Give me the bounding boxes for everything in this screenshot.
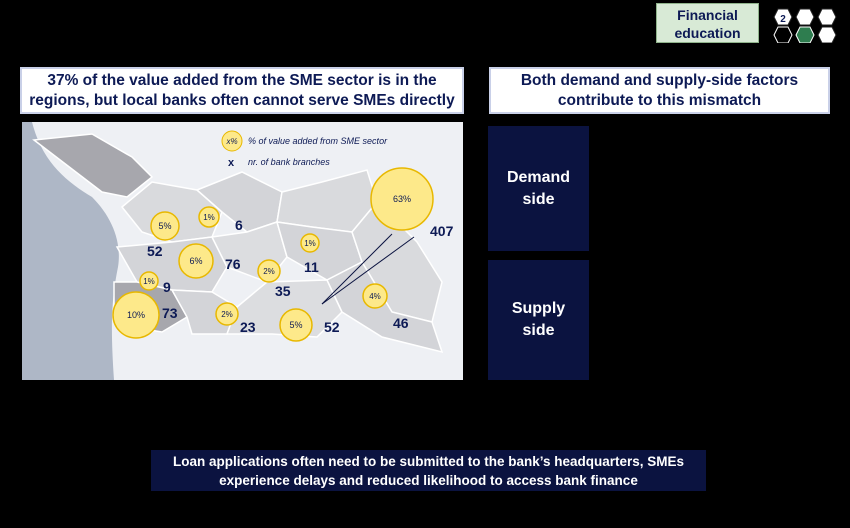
branches-52-south: 52 — [324, 319, 340, 335]
svg-text:10%: 10% — [126, 310, 146, 320]
supply-bullet-2: • Centralised decision making — [596, 335, 830, 356]
legend-x: x — [228, 157, 235, 169]
left-heading-line2: regions, but local banks often cannot serve SMEs directly — [29, 92, 455, 109]
bubble-6 — [179, 244, 213, 278]
svg-text:5%: 5% — [289, 320, 303, 330]
branches-46: 46 — [393, 315, 409, 331]
supply-side-label: Supply side — [488, 260, 589, 380]
footnote-bar — [0, 512, 850, 528]
right-heading — [489, 67, 830, 114]
branches-407: 407 — [430, 223, 454, 239]
demand-bullets — [596, 160, 830, 226]
svg-text:2%: 2% — [263, 267, 275, 276]
right-heading-line2: contribute to this mismatch — [557, 92, 762, 109]
bubble-63 — [371, 168, 433, 230]
bubble-1-coast — [140, 272, 158, 290]
svg-text:4%: 4% — [369, 292, 381, 301]
georgia-map — [22, 122, 463, 380]
step-number: 2 — [780, 14, 786, 25]
branches-73: 73 — [162, 305, 178, 321]
hexagon-progress-icon — [770, 3, 840, 43]
svg-text:2%: 2% — [221, 310, 233, 319]
branches-9: 9 — [163, 279, 171, 295]
svg-text:6%: 6% — [189, 256, 203, 266]
left-heading-line1: 37% of the value added from the SME sector is in the — [47, 72, 437, 89]
svg-text:63%: 63% — [392, 194, 412, 204]
bubble-2-center — [258, 260, 280, 282]
conclusion-box — [151, 450, 706, 491]
legend-branches-text: nr. of bank branches — [248, 157, 330, 167]
left-heading — [20, 67, 464, 114]
demand-bullet: • Limited financial awareness and skills among SME entrepreneurs — [596, 160, 830, 223]
bubble-5-south — [280, 309, 312, 341]
svg-text:1%: 1% — [143, 277, 155, 286]
supply-bullet-1: • Low institutional capacity to assess risk — [596, 290, 830, 332]
branches-23: 23 — [240, 319, 256, 335]
bubble-2-south — [216, 303, 238, 325]
supply-bullets — [596, 290, 830, 359]
branches-76: 76 — [225, 256, 241, 272]
branches-52-west: 52 — [147, 243, 163, 259]
bubble-5-west — [151, 212, 179, 240]
bubble-4 — [363, 284, 387, 308]
legend-symbol: x% — [226, 137, 238, 146]
svg-text:5%: 5% — [158, 221, 172, 231]
branches-35: 35 — [275, 283, 291, 299]
right-heading-line1: Both demand and supply-side factors — [520, 72, 799, 89]
branches-11: 11 — [304, 259, 319, 275]
legend-pct-text: % of value added from SME sector — [248, 136, 388, 146]
financial-education-badge — [656, 3, 759, 43]
svg-text:1%: 1% — [304, 239, 316, 248]
bubble-1-north — [199, 207, 219, 227]
bubble-10 — [113, 292, 159, 338]
badge-line2: education — [674, 25, 741, 41]
svg-text:1%: 1% — [203, 213, 215, 222]
branches-6: 6 — [235, 217, 243, 233]
badge-line1: Financial — [677, 7, 738, 23]
demand-side-label: Demand side — [488, 126, 589, 251]
bubble-1-east — [301, 234, 319, 252]
conclusion-line1: Loan applications often need to be submitted to the bank’s headquarters, SMEs — [172, 454, 685, 469]
conclusion-line2: experience delays and reduced likelihood to access bank finance — [219, 473, 638, 488]
